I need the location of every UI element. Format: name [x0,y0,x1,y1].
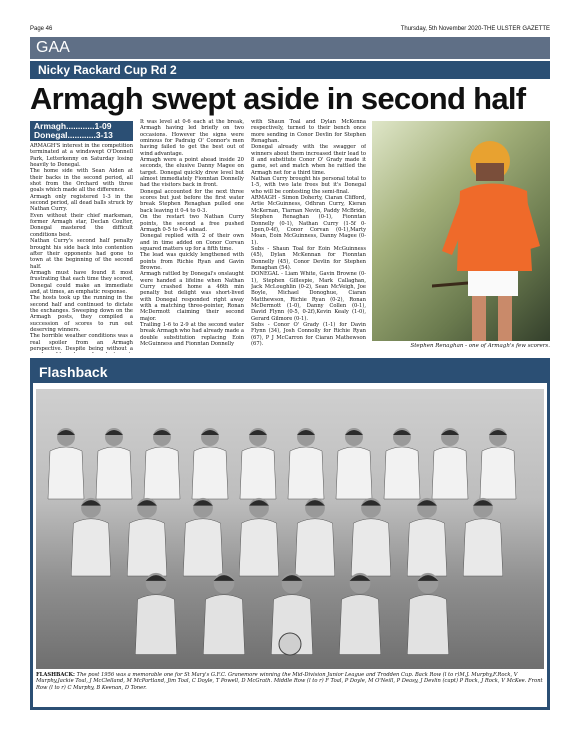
team-photo [36,389,544,669]
score-box [30,121,133,141]
team-member-figure [48,428,84,499]
paragraph: On the restart two Nathan Curry points, the second a free pushed Armagh 0-5 to 0-4 ahead. [140,214,244,233]
paragraph: Donegal replied with 2 of their own and in time added on Conor Corvan squared matters up for a fifth time. [140,233,244,252]
team-member-figure [203,573,244,655]
paragraph: Donegal accounted for the next three scores but just before the first water break Stephen Renaghan pulled one back leaving it 0-4 to 0-3. [140,188,244,214]
team-member-figure [432,428,468,499]
flashback-title: Flashback [33,361,547,383]
paragraph: The lead was quickly lengthened with points from Richie Ryan and Gavin Browne. [140,252,244,271]
team-member-figure [336,428,372,499]
team-member-figure [127,498,167,576]
paragraph: Armagh rattled by Donegal's onslaught were handed a lifeline when Nathan Curry crashed home a 46th min penalty but delight was short-lived with Donegal responded right away with a matching three-pointer, Ronan McDermott claiming their second major. [140,271,244,322]
team-member-figure [407,498,447,576]
paragraph: Nathan Curry brought his personal total to 1-5, with two late frees but it's Donegal who will be contesting the semi-final. [251,176,366,195]
paragraph: Nathan Curry's second half penalty brought his side back into contention after their opponents had gone to town at the beginning of the second half. [30,238,133,270]
team-member-figure [144,428,180,499]
paragraph: Armagh must have found it most frustrating that each time they scored, Donegal could make an immediate and, at times, an emphatic response. [30,269,133,295]
team-member-figure [463,498,503,576]
football [279,633,301,655]
page-number: Page 46 [30,26,53,32]
headline: Armagh swept aside in second half [30,81,526,116]
paragraph: Subs - Conor O' Grady (1-1) for Davin Flynn (34), Josh Connolly for Richie Ryan (67), P J McCarron for Ciaran Mathewson (67). [251,322,366,348]
team-member-figure [239,498,279,576]
article-kicker: Nicky Rackard Cup Rd 2 [30,61,550,79]
paragraph: ARMAGH'S interest in the competition terminated at a windswept O'Donnell Park, Letterkenny on Saturday losing heavily to Donegal. [30,143,133,169]
score-donegal: Donegal............3-13 [34,130,113,140]
photo-caption: Stephen Renaghan - one of Armagh's few scorers. [410,343,550,349]
article-column-1 [30,143,133,353]
team-member-figure [288,428,324,499]
team-member-figure [480,428,516,499]
article-column-3 [251,119,366,355]
article-column-2 [140,119,244,355]
team-member-figure [96,428,132,499]
team-silhouettes [36,389,544,669]
team-member-figure [384,428,420,499]
paragraph: Even without their chief marksman, former Armagh star, Declan Coulter, Donegal mastered the difficult conditions best. [30,212,133,238]
team-member-figure [407,573,448,655]
caption-lead: FLASHBACK: [36,672,75,678]
paragraph: with Shaun Toal and Dylan McKenna respectively, turned to their bench once more sending in Conor Devlin for Stephen Renaghan. [251,119,366,145]
paragraph: Trailing 1-6 to 2-9 at the second water break Armagh who had already made a double substitution replacing Eoin McGuinness and Fionntan Donnelly [140,322,244,348]
paragraph: The horrible weather conditions was a real spoiler from an Armagh perspective. Despite being without a [30,333,133,352]
team-member-figure [295,498,335,576]
team-member-figure [240,428,276,499]
paragraph: Donegal already with the swagger of winners about them increased their lead to 8 and substitute Conor O' Grady made it game, set and match when he rattled the Armagh net for a third time. [251,144,366,176]
team-member-figure [351,498,391,576]
hurler-photo [372,121,550,341]
section-bar: GAA [30,37,550,59]
paragraph: The hosts took up the running in the second half and continued to dictate the exchanges. Sweeping down on the Armagh posts, they compiled a succession of scores to run out deserving winners. [30,295,133,333]
team-member-figure [192,428,228,499]
caption-text: The post 1956 was a memorable one for St Mary's G.F.C. Granemore winning the Mid-Division Junior League and Trodden Cup. Back Row (l to r)M.J. Murphy,F.Rock, V Murphy,Jackie Toal, J McClelland, M McPartland, Jim Toal, C Doyle, T Powell, D McGrath. Middle Row (l to r) F Toal, P Doyle, M O'Neill, P Deasy, J Devlin (capt) P Rock, J Rock, V McKee. Front Row (l to r) C Murphy, B Keenan, D Toner. [36,672,543,691]
paragraph: The home side with Sean Aiden at their backs in the second period, all shot from the Orchard with three goals which made all the difference. [30,168,133,194]
paragraph: Armagh only registered 1-3 in the second period, all dead balls struck by Nathan Curry. [30,193,133,213]
flashback-caption [36,672,544,708]
page-header [30,26,550,36]
team-member-figure [183,498,223,576]
score-armagh: Armagh............1-09 [34,121,112,131]
paragraph: ARMAGH - Simon Doherty, Ciaran Clifford, Artie McGuinness, Odhran Curry, Kieran McKernan, Tiarnan Nevin, Paddy McBride, Stephen Renaghan (0-1), Fionntan Donnelly (0-1), Nathan Curry (1-5f 0-1pen,0-4f), Conor Corvan (0-1),Marty Moan, Eoin McGuinness, Danny Magee (0-1). [251,195,366,246]
paragraph: Armagh were a point ahead inside 20 seconds, the elusive Danny Magee on target. Donegal quickly drew level but almost immediately Fionntan Donnelly had the visitors back in front. [140,157,244,189]
team-member-figure [71,498,111,576]
team-member-figure [135,573,176,655]
paragraph: It was level at 0-6 each at the break, Armagh having led briefly on two occasions. However the signs were ominous for Padraig O' Connor's men having failed to get the best out of wind advantage. [140,119,244,157]
hurler-illustration [432,131,542,341]
paragraph: DONEGAL - Liam White, Gavin Browne (0-1), Stephen Gillespie, Mark Callaghan, Jack McLoughlin (0-2), Sean McVeigh, Joe Boyle, Michael Donoghue, Ciaran Matthewson, Richie Ryan (0-2), Ronan McDermott (1-0), Danny Collen (0-1), David Flynn (0-5, 0-2f),Kevin Kealy (1-0), Gerard Gilmore (0-1). [251,271,366,322]
team-member-figure [339,573,380,655]
publication-date: Thursday, 5th November 2020-THE ULSTER GAZETTE [400,26,550,32]
paragraph: Subs - Shaun Toal for Eoin McGuinness (45), Dylan McKennan for Fionntan Donnelly (45), Conor Devlin for Stephen Renaghan (54). [251,245,366,271]
